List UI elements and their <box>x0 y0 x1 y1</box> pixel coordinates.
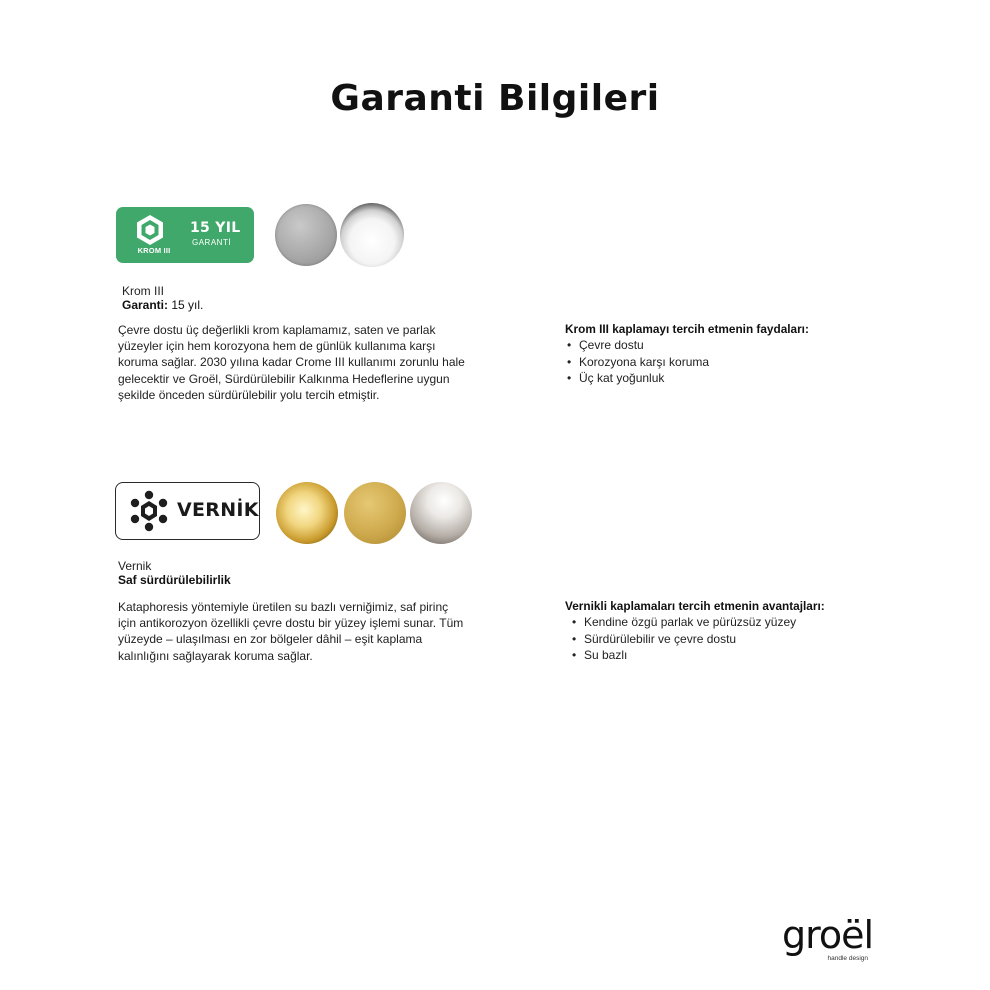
swatch-satin-gold <box>344 482 406 544</box>
vernik-badge <box>115 482 260 540</box>
vernik-molecule-icon <box>128 490 170 532</box>
krom-description-line: gelecektir ve Groël, Sürdürülebilir Kalkınma Hedeflerine uygun <box>118 371 450 386</box>
krom-description-line: şekilde önceden sürdürülebilir yolu tercih etmiştir. <box>118 387 380 402</box>
krom-badge-years: 15 YIL <box>190 220 241 236</box>
krom-advantages-list <box>567 337 709 387</box>
krom-description-line: yüzeyler için hem korozyona hem de günlük kullanıma karşı <box>118 339 436 354</box>
swatch-polished-chrome <box>340 203 404 267</box>
advantage-text: Kendine özgü parlak ve pürüzsüz yüzey <box>584 615 797 629</box>
bullet-icon: • <box>572 615 577 629</box>
bullet-icon: • <box>567 371 572 385</box>
advantage-text: Korozyona karşı koruma <box>579 354 710 369</box>
krom-description <box>118 322 465 403</box>
vernik-badge-name: VERNİK <box>177 499 259 521</box>
bullet-icon: • <box>567 338 572 352</box>
advantage-text: Çevre dostu <box>579 338 644 352</box>
list-item <box>572 614 796 631</box>
list-item <box>572 647 796 664</box>
krom-warranty-value: 15 yıl. <box>168 298 204 312</box>
krom-badge <box>116 207 254 263</box>
list-item <box>567 337 709 354</box>
list-item <box>567 370 709 387</box>
krom-label: Krom III <box>122 284 165 298</box>
advantage-text: Üç kat yoğunluk <box>579 371 665 385</box>
vernik-label: Vernik <box>118 559 152 573</box>
vernik-subtitle-text: Saf sürdürülebilirlik <box>118 573 231 587</box>
swatch-satin-chrome <box>275 204 337 266</box>
krom-hexagon-icon <box>134 214 166 246</box>
advantage-text: Su bazlı <box>584 648 628 662</box>
vernik-description-line: için antikorozyon özellikli çevre dostu bir yüzey işlemi sunar. Tüm <box>118 616 464 631</box>
vernik-description <box>118 599 463 664</box>
brand-tagline: handle design <box>827 955 868 962</box>
krom-advantages-title: Krom III kaplamayı tercih etmenin faydaları: <box>565 322 809 336</box>
swatch-polished-gold <box>276 482 338 544</box>
vernik-subtitle <box>118 573 231 587</box>
brand-logo <box>782 913 876 962</box>
vernik-advantages-title: Vernikli kaplamaları tercih etmenin avantajları: <box>565 599 825 613</box>
krom-badge-name: KROM III <box>137 246 171 255</box>
vernik-description-line: Kataphoresis yöntemiyle üretilen su bazlı verniğimiz, saf pirinç <box>118 600 449 614</box>
page-title: Garanti Bilgileri <box>330 78 660 119</box>
vernik-description-line: yüzeyde – ulaşılması en zor bölgeler dâhil – eşit kaplama <box>118 632 423 647</box>
vernik-advantages-list <box>572 614 796 664</box>
brand-name: groël <box>782 913 874 957</box>
bullet-icon: • <box>567 354 572 369</box>
advantage-text: Sürdürülebilir ve çevre dostu <box>584 631 737 646</box>
krom-badge-guarantee: GARANTİ <box>192 238 232 247</box>
list-item <box>567 354 709 371</box>
krom-description-line: Çevre dostu üç değerlikli krom kaplamamız, saten ve parlak <box>118 323 436 337</box>
krom-warranty <box>122 298 203 312</box>
krom-description-line: koruma sağlar. 2030 yılına kadar Crome III kullanımı zorunlu hale <box>118 355 465 370</box>
bullet-icon: • <box>572 648 577 662</box>
bullet-icon: • <box>572 631 577 646</box>
swatch-pearl-nickel <box>410 482 472 544</box>
krom-warranty-label: Garanti: <box>122 298 169 312</box>
list-item <box>572 631 796 648</box>
vernik-description-line: kalınlığını sağlayarak koruma sağlar. <box>118 648 313 663</box>
